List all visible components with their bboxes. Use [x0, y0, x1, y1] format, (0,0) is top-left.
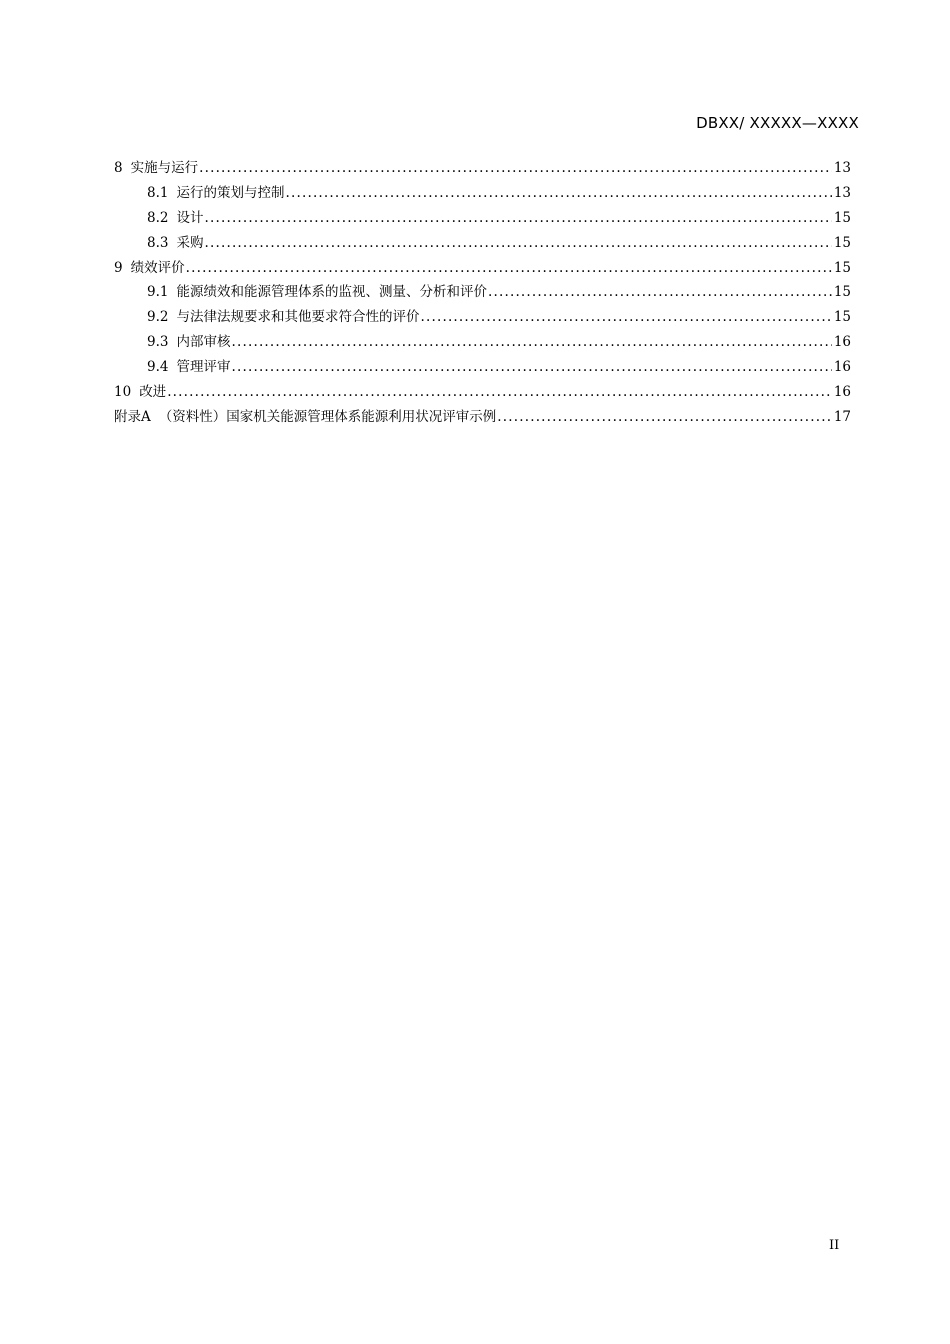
page-number: II — [829, 1238, 840, 1253]
toc-entry-number: 9 — [114, 259, 123, 276]
dot-leader — [231, 355, 831, 380]
toc-entry-title: 设计 — [176, 209, 204, 226]
toc-entry-8[interactable] — [114, 156, 851, 181]
document-code-header: DBXX/ XXXXX—XXXX — [696, 114, 859, 132]
dot-leader — [204, 231, 831, 256]
dot-leader — [285, 181, 831, 206]
toc-entry-8-2[interactable] — [114, 206, 851, 231]
dot-leader — [488, 280, 832, 305]
toc-entry-page: 13 — [833, 184, 851, 201]
toc-entry-page: 15 — [833, 259, 851, 276]
toc-entry-title: 管理评审 — [176, 359, 231, 376]
dot-leader — [497, 405, 832, 430]
toc-entry-10[interactable] — [114, 380, 851, 405]
toc-entry-title: 运行的策划与控制 — [176, 184, 285, 201]
toc-entry-page: 16 — [833, 359, 851, 376]
toc-entry-page: 13 — [833, 160, 851, 176]
toc-entry-9-1[interactable] — [114, 280, 851, 305]
toc-entry-number: 10 — [114, 384, 132, 401]
toc-entry-9-3[interactable] — [114, 330, 851, 355]
toc-entry-page: 15 — [833, 309, 851, 326]
toc-entry-title: （资料性）国家机关能源管理体系能源利用状况评审示例 — [158, 408, 497, 425]
toc-entry-page: 15 — [833, 234, 851, 251]
toc-entry-number: 8.2 — [147, 209, 169, 226]
toc-entry-number: 9.1 — [147, 284, 169, 301]
dot-leader — [167, 380, 832, 405]
toc-entry-8-3[interactable] — [114, 231, 851, 256]
dot-leader — [199, 156, 832, 181]
toc-entry-9-2[interactable] — [114, 305, 851, 330]
toc-entry-number: 8.1 — [147, 184, 169, 201]
toc-entry-8-1[interactable] — [114, 181, 851, 206]
toc-entry-9-4[interactable] — [114, 355, 851, 380]
toc-entry-9[interactable] — [114, 256, 851, 281]
toc-entry-page: 17 — [833, 408, 851, 425]
toc-entry-title: 采购 — [176, 234, 204, 251]
dot-leader — [231, 330, 831, 355]
toc-entry-number: 9.3 — [147, 334, 169, 351]
toc-entry-title: 能源绩效和能源管理体系的监视、测量、分析和评价 — [176, 284, 487, 301]
toc-entry-number: 8 — [114, 160, 123, 176]
toc-entry-page: 15 — [833, 284, 851, 301]
toc-entry-number: 9.4 — [147, 359, 169, 376]
toc-entry-page: 16 — [833, 384, 851, 401]
table-of-contents — [114, 156, 851, 430]
toc-entry-page: 15 — [833, 209, 851, 226]
toc-entry-number: 8.3 — [147, 234, 169, 251]
toc-entry-appendix-a[interactable] — [114, 405, 851, 430]
toc-entry-title: 绩效评价 — [130, 259, 185, 276]
toc-entry-page: 16 — [833, 334, 851, 351]
dot-leader — [186, 256, 832, 281]
toc-entry-number: 9.2 — [147, 309, 169, 326]
toc-entry-title: 改进 — [139, 384, 167, 401]
dot-leader — [420, 305, 831, 330]
toc-entry-title: 内部审核 — [176, 334, 231, 351]
toc-entry-title: 实施与运行 — [130, 160, 199, 176]
toc-entry-number: 附录A — [114, 408, 151, 425]
toc-entry-title: 与法律法规要求和其他要求符合性的评价 — [176, 309, 420, 326]
dot-leader — [204, 206, 831, 231]
